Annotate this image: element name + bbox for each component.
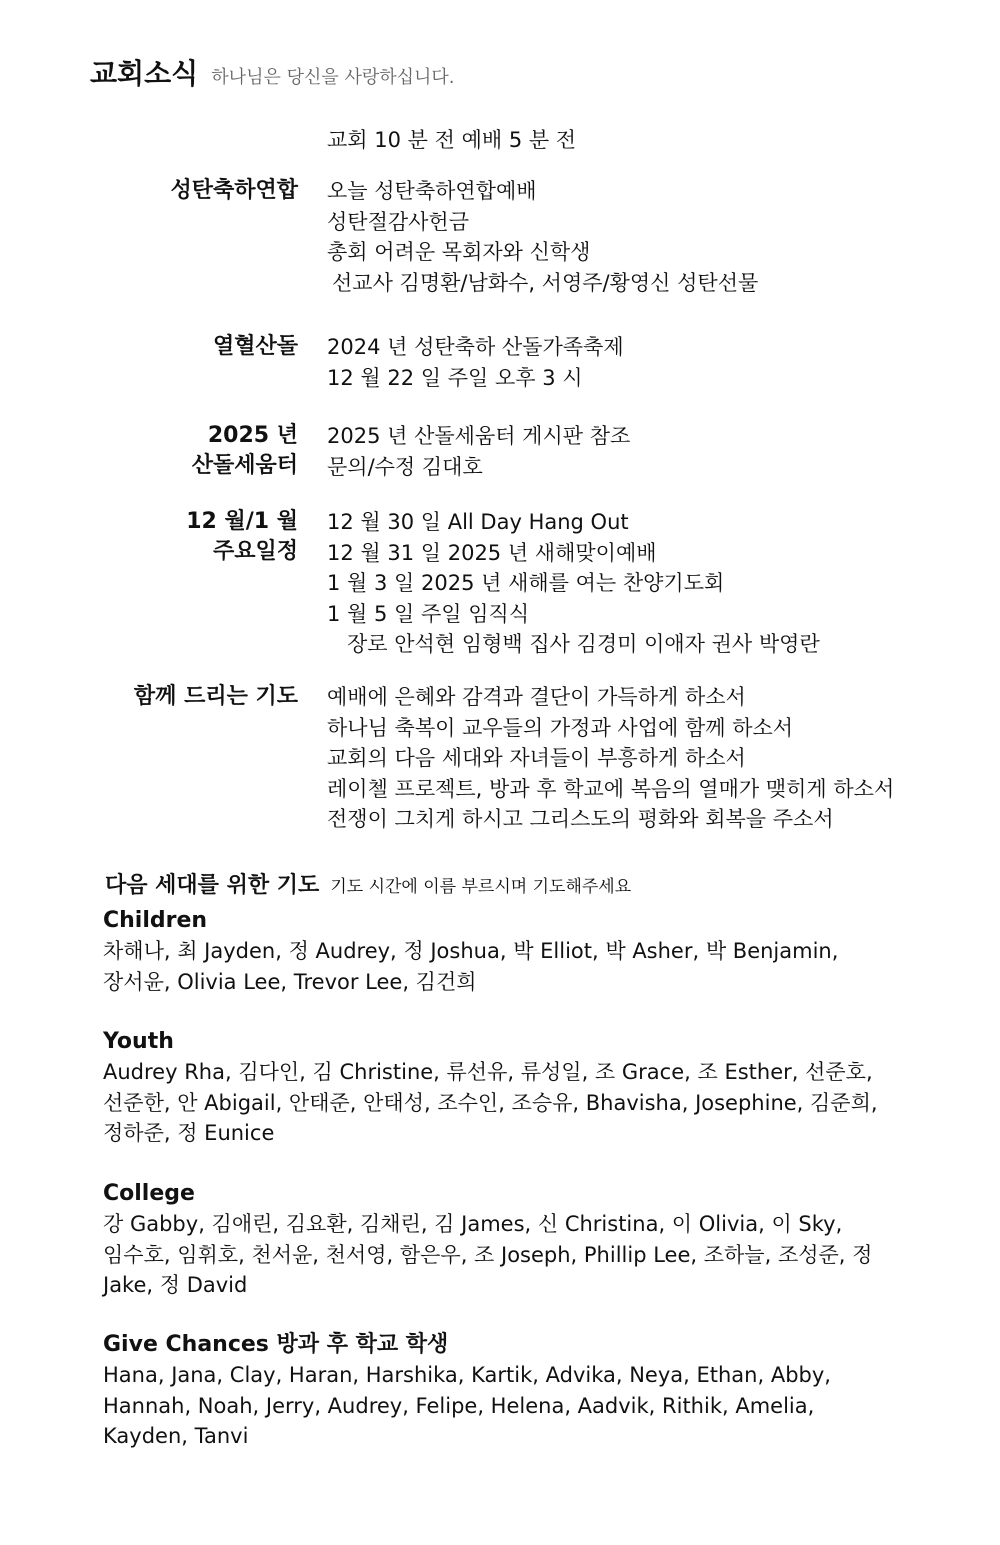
section-line: 선교사 김명환/남화수, 서영주/황영신 성탄선물 — [332, 270, 759, 295]
group-names — [103, 1209, 983, 1301]
group-title: Youth — [103, 1029, 174, 1054]
name-line: 강 Gabby, 김애린, 김요환, 김채린, 김 James, 신 Christina, 이 Olivia, 이 Sky, — [103, 1212, 843, 1236]
section-lines — [327, 332, 624, 393]
group-names — [103, 936, 983, 997]
group-give-chances — [103, 1330, 983, 1452]
name-line: 차해나, 최 Jayden, 정 Audrey, 정 Joshua, 박 Elliot, 박 Asher, 박 Benjamin, — [103, 939, 839, 963]
service-notice: 교회 10 분 전 예배 5 분 전 — [327, 128, 577, 152]
name-line: Hannah, Noah, Jerry, Audrey, Felipe, Helena, Aadvik, Rithik, Amelia, — [103, 1393, 815, 1418]
page-title: 교회소식 — [90, 57, 199, 90]
section-label: 열혈산돌 — [212, 334, 298, 359]
group-title: Children — [103, 908, 208, 933]
name-line: Jake, 정 David — [103, 1273, 248, 1297]
section-line: 성탄절감사헌금 — [327, 209, 470, 234]
section-lines — [327, 682, 894, 835]
name-line: 선준한, 안 Abigail, 안태준, 안태성, 조수인, 조승유, Bhavisha, Josephine, 김준희, — [103, 1090, 878, 1115]
name-line: Audrey Rha, 김다인, 김 Christine, 류선유, 류성일, 조 Grace, 조 Esther, 선준호, — [103, 1060, 873, 1084]
group-title: College — [103, 1181, 195, 1206]
section-label: 성탄축하연합 — [170, 178, 298, 203]
name-line: 임수호, 임휘호, 천서윤, 천서영, 함은우, 조 Joseph, Phillip Lee, 조하늘, 조성준, 정 — [103, 1242, 873, 1267]
name-line: Hana, Jana, Clay, Haran, Harshika, Kartik, Advika, Neya, Ethan, Abby, — [103, 1363, 831, 1387]
group-names — [103, 1057, 983, 1149]
group-children — [103, 906, 983, 997]
group-youth — [103, 1027, 983, 1149]
section-line: 12 월 22 일 주일 오후 3 시 — [327, 365, 583, 390]
next-gen-prayer-subtitle: 기도 시간에 이름 부르시며 기도해주세요 — [330, 877, 632, 897]
section-line: 문의/수정 김대호 — [327, 454, 483, 479]
section-lines — [327, 176, 758, 298]
section-line: 2025 년 산돌세움터 게시판 참조 — [327, 424, 631, 448]
section-line: 오늘 성탄축하연합예배 — [327, 179, 537, 203]
group-title: Give Chances 방과 후 학교 학생 — [103, 1332, 449, 1357]
section-line: 2024 년 성탄축하 산돌가족축제 — [327, 335, 624, 359]
section-line: 장로 안석현 임형백 집사 김경미 이애자 권사 박영란 — [347, 632, 820, 656]
group-names — [103, 1360, 983, 1452]
section-line: 1 월 3 일 2025 년 새해를 여는 찬양기도회 — [327, 571, 725, 595]
name-line: 장서윤, Olivia Lee, Trevor Lee, 김건희 — [103, 969, 477, 994]
page-subtitle: 하나님은 당신을 사랑하십니다. — [211, 67, 455, 88]
section-label: 2025 년 산돌세움터 — [191, 423, 298, 478]
section-line: 전쟁이 그치게 하시고 그리스도의 평화와 회복을 주소서 — [327, 807, 834, 831]
name-line: 정하준, 정 Eunice — [103, 1121, 275, 1145]
section-line: 교회의 다음 세대와 자녀들이 부흥하게 하소서 — [327, 746, 746, 770]
section-line: 12 월 30 일 All Day Hang Out — [327, 510, 629, 534]
section-label: 12 월/1 월 주요일정 — [186, 509, 298, 564]
section-lines — [327, 507, 820, 660]
section-line: 1 월 5 일 주일 임직식 — [327, 601, 530, 626]
section-line: 하나님 축복이 교우들의 가정과 사업에 함께 하소서 — [327, 715, 794, 740]
group-college — [103, 1179, 983, 1301]
name-line: Kayden, Tanvi — [103, 1424, 249, 1448]
section-line: 12 월 31 일 2025 년 새해맞이예배 — [327, 540, 657, 565]
section-lines — [327, 421, 630, 482]
section-line: 레이첼 프로젝트, 방과 후 학교에 복음의 열매가 맺히게 하소서 — [327, 776, 895, 801]
next-gen-prayer-title: 다음 세대를 위한 기도 — [105, 873, 320, 898]
section-line: 총회 어려운 목회자와 신학생 — [327, 240, 591, 264]
section-line: 예배에 은혜와 감격과 결단이 가득하게 하소서 — [327, 685, 746, 709]
next-gen-prayer-header — [105, 868, 631, 899]
section-label: 함께 드리는 기도 — [133, 684, 298, 709]
page-header — [90, 52, 455, 92]
